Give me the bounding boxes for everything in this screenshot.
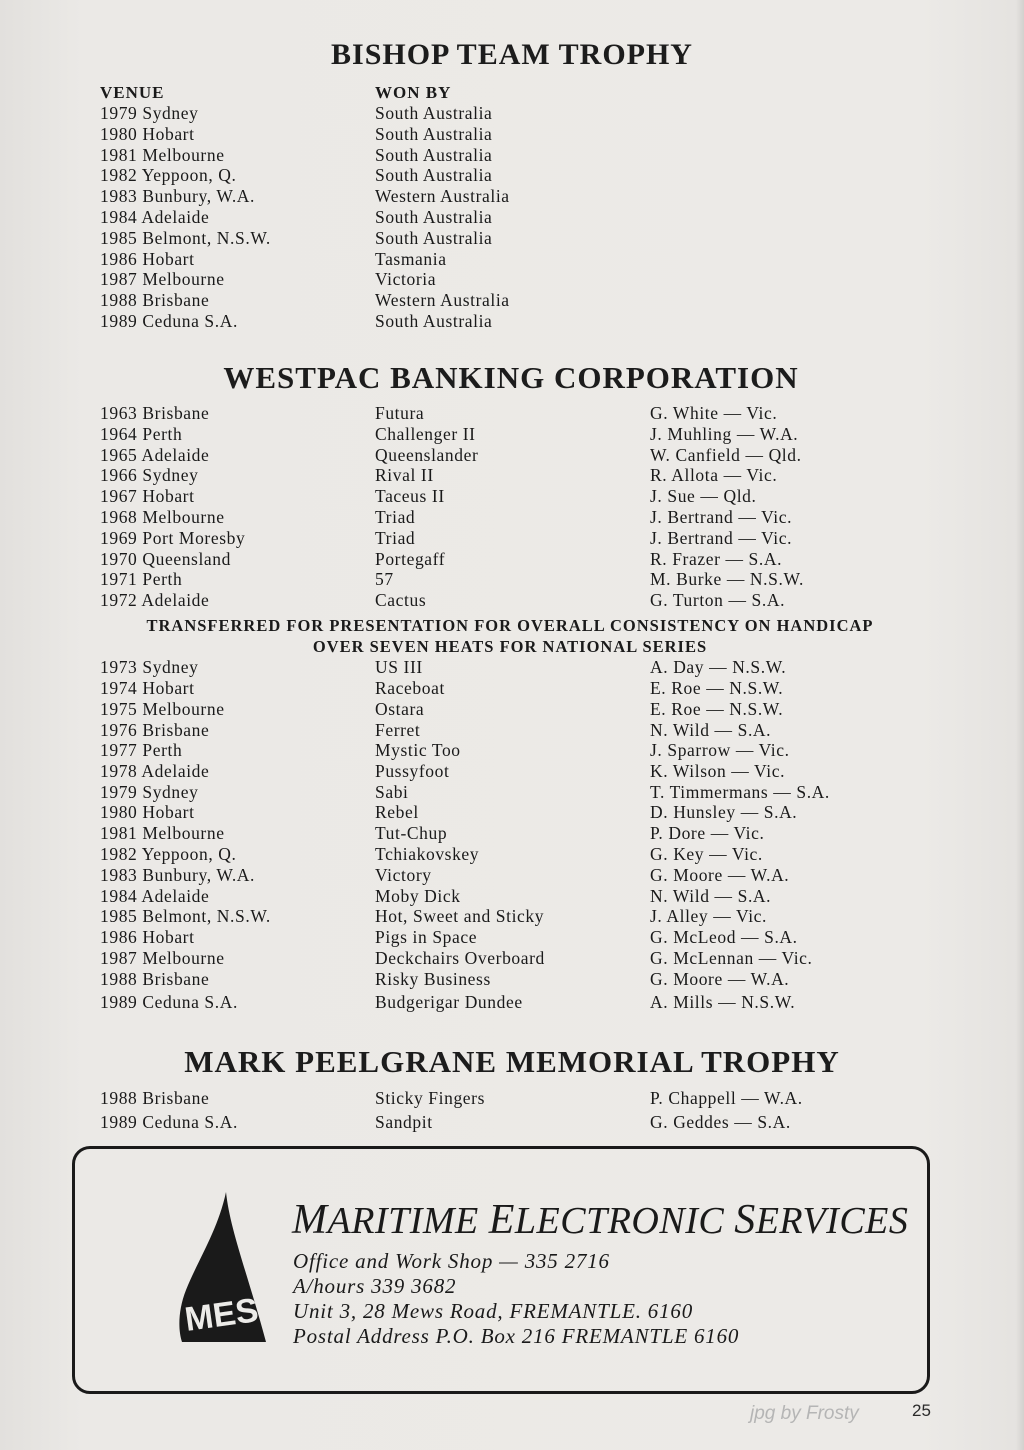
venue-cell: 1988 Brisbane bbox=[100, 969, 210, 989]
skipper-cell: G. Turton — S.A. bbox=[650, 590, 786, 611]
venue-cell: 1963 Brisbane bbox=[100, 403, 210, 423]
page-edge-shadow bbox=[1016, 0, 1024, 1450]
venue-cell: 1983 Bunbury, W.A. bbox=[100, 865, 256, 885]
boat-cell: Ostara bbox=[375, 699, 425, 719]
after-hours-phone: A/hours 339 3682 bbox=[293, 1274, 457, 1298]
boat-cell: Futura bbox=[375, 403, 425, 423]
boat-cell: Sticky Fingers bbox=[375, 1088, 485, 1108]
skipper-cell: P. Chappell — W.A. bbox=[650, 1088, 803, 1108]
venue-cell: 1970 Queensland bbox=[100, 548, 231, 569]
venue-cell: 1965 Adelaide bbox=[100, 444, 210, 465]
venue-cell: 1989 Ceduna S.A. bbox=[100, 1112, 238, 1132]
boat-cell: Cactus bbox=[375, 590, 427, 611]
boat-cell: Challenger II bbox=[375, 423, 476, 444]
venue-cell: 1986 Hobart bbox=[100, 248, 195, 269]
skipper-cell: R. Allota — Vic. bbox=[650, 465, 778, 486]
venue-cell: 1989 Ceduna S.A. bbox=[100, 992, 238, 1012]
venue-cell: 1984 Adelaide bbox=[100, 207, 210, 227]
skipper-cell: M. Burke — N.S.W. bbox=[650, 569, 804, 590]
office-phone: Office and Work Shop — 335 2716 bbox=[293, 1249, 610, 1273]
skipper-cell: G. Geddes — S.A. bbox=[650, 1112, 791, 1132]
skipper-cell: J. Bertrand — Vic. bbox=[650, 507, 793, 527]
boat-cell: Hot, Sweet and Sticky bbox=[375, 906, 545, 926]
skipper-cell: D. Hunsley — S.A. bbox=[650, 802, 798, 822]
venue-cell: 1987 Melbourne bbox=[100, 948, 225, 968]
venue-cell: 1985 Belmont, N.S.W. bbox=[100, 227, 271, 248]
venue-cell: 1973 Sydney bbox=[100, 657, 199, 677]
won-by-header: WON BY bbox=[375, 83, 452, 102]
boat-cell: Pussyfoot bbox=[375, 761, 450, 781]
skipper-cell: T. Timmermans — S.A. bbox=[650, 782, 830, 802]
winner-cell: South Australia bbox=[375, 311, 493, 331]
winner-cell: South Australia bbox=[375, 227, 493, 248]
skipper-cell: J. Muhling — W.A. bbox=[650, 423, 799, 444]
logo-text: MES bbox=[182, 1291, 261, 1339]
venue-cell: 1966 Sydney bbox=[100, 465, 199, 486]
venue-cell: 1988 Brisbane bbox=[100, 290, 210, 311]
skipper-cell: N. Wild — S.A. bbox=[650, 720, 772, 740]
boat-cell: Budgerigar Dundee bbox=[375, 992, 523, 1012]
skipper-cell: J. Bertrand — Vic. bbox=[650, 527, 793, 548]
venue-cell: 1979 Sydney bbox=[100, 103, 199, 123]
skipper-cell: G. McLeod — S.A. bbox=[650, 927, 798, 947]
venue-cell: 1984 Adelaide bbox=[100, 886, 210, 906]
boat-cell: Risky Business bbox=[375, 969, 491, 989]
venue-cell: 1981 Melbourne bbox=[100, 144, 225, 165]
boat-cell: Mystic Too bbox=[375, 740, 461, 760]
skipper-cell: J. Sparrow — Vic. bbox=[650, 740, 790, 760]
boat-cell: Ferret bbox=[375, 720, 421, 740]
boat-cell: Portegaff bbox=[375, 548, 446, 569]
boat-cell: US III bbox=[375, 657, 423, 677]
transfer-note-line1: TRANSFERRED FOR PRESENTATION FOR OVERALL CONSISTENCY ON HANDICAP bbox=[146, 616, 874, 635]
venue-cell: 1985 Belmont, N.S.W. bbox=[100, 906, 271, 926]
boat-cell: Rival II bbox=[375, 465, 434, 486]
winner-cell: Western Australia bbox=[375, 290, 510, 311]
venue-cell: 1981 Melbourne bbox=[100, 823, 225, 843]
transfer-note-line2: OVER SEVEN HEATS FOR NATIONAL SERIES bbox=[312, 637, 708, 656]
venue-cell: 1978 Adelaide bbox=[100, 761, 210, 781]
winner-cell: Victoria bbox=[375, 269, 437, 290]
venue-cell: 1988 Brisbane bbox=[100, 1088, 210, 1108]
venue-header: VENUE bbox=[100, 83, 165, 102]
bishop-title: BISHOP TEAM TROPHY bbox=[331, 38, 693, 71]
venue-cell: 1982 Yeppoon, Q. bbox=[100, 165, 237, 186]
photo-credit: jpg by Frosty bbox=[750, 1403, 859, 1424]
boat-cell: Deckchairs Overboard bbox=[375, 948, 545, 968]
winner-cell: Tasmania bbox=[375, 248, 447, 269]
boat-cell: Raceboat bbox=[375, 678, 445, 698]
skipper-cell: A. Day — N.S.W. bbox=[650, 657, 787, 677]
skipper-cell: K. Wilson — Vic. bbox=[650, 761, 786, 781]
venue-cell: 1974 Hobart bbox=[100, 678, 195, 698]
page-number: 25 bbox=[912, 1401, 931, 1420]
boat-cell: Triad bbox=[375, 507, 416, 527]
venue-cell: 1976 Brisbane bbox=[100, 720, 210, 740]
boat-cell: Victory bbox=[375, 865, 432, 885]
venue-cell: 1986 Hobart bbox=[100, 927, 195, 947]
venue-cell: 1975 Melbourne bbox=[100, 699, 225, 719]
venue-cell: 1977 Perth bbox=[100, 740, 183, 760]
winner-cell: South Australia bbox=[375, 123, 493, 144]
venue-cell: 1989 Ceduna S.A. bbox=[100, 311, 238, 331]
venue-cell: 1983 Bunbury, W.A. bbox=[100, 186, 256, 207]
venue-cell: 1969 Port Moresby bbox=[100, 527, 246, 548]
skipper-cell: G. Moore — W.A. bbox=[650, 865, 790, 885]
skipper-cell: G. Moore — W.A. bbox=[650, 969, 790, 989]
boat-cell: Sabi bbox=[375, 782, 409, 802]
skipper-cell: J. Alley — Vic. bbox=[650, 906, 767, 926]
skipper-cell: A. Mills — N.S.W. bbox=[650, 992, 796, 1012]
skipper-cell: J. Sue — Qld. bbox=[650, 486, 757, 507]
boat-cell: Pigs in Space bbox=[375, 927, 478, 947]
venue-cell: 1972 Adelaide bbox=[100, 590, 210, 611]
skipper-cell: E. Roe — N.S.W. bbox=[650, 678, 784, 698]
westpac-title: WESTPAC BANKING CORPORATION bbox=[223, 360, 799, 395]
boat-cell: Queenslander bbox=[375, 444, 479, 465]
winner-cell: Western Australia bbox=[375, 186, 510, 207]
skipper-cell: N. Wild — S.A. bbox=[650, 886, 772, 906]
boat-cell: Tut-Chup bbox=[375, 823, 448, 843]
venue-cell: 1968 Melbourne bbox=[100, 507, 225, 527]
skipper-cell: E. Roe — N.S.W. bbox=[650, 699, 784, 719]
boat-cell: Triad bbox=[375, 527, 416, 548]
sail-logo-icon bbox=[178, 1190, 268, 1348]
boat-cell: Taceus II bbox=[375, 486, 445, 507]
skipper-cell: G. McLennan — Vic. bbox=[650, 948, 813, 968]
venue-cell: 1982 Yeppoon, Q. bbox=[100, 844, 237, 864]
boat-cell: Sandpit bbox=[375, 1112, 433, 1132]
street-address: Unit 3, 28 Mews Road, FREMANTLE. 6160 bbox=[293, 1299, 694, 1323]
venue-cell: 1980 Hobart bbox=[100, 123, 195, 144]
postal-address: Postal Address P.O. Box 216 FREMANTLE 6160 bbox=[293, 1324, 740, 1348]
skipper-cell: P. Dore — Vic. bbox=[650, 823, 765, 843]
winner-cell: South Australia bbox=[375, 207, 493, 227]
skipper-cell: G. White — Vic. bbox=[650, 403, 778, 423]
winner-cell: South Australia bbox=[375, 165, 493, 186]
company-name: MARITIME ELECTRONIC SERVICES bbox=[292, 1197, 909, 1243]
venue-cell: 1971 Perth bbox=[100, 569, 183, 590]
skipper-cell: G. Key — Vic. bbox=[650, 844, 763, 864]
winner-cell: South Australia bbox=[375, 103, 493, 123]
venue-cell: 1979 Sydney bbox=[100, 782, 199, 802]
boat-cell: 57 bbox=[375, 569, 394, 590]
boat-cell: Moby Dick bbox=[375, 886, 461, 906]
skipper-cell: W. Canfield — Qld. bbox=[650, 444, 802, 465]
skipper-cell: R. Frazer — S.A. bbox=[650, 548, 783, 569]
venue-cell: 1987 Melbourne bbox=[100, 269, 225, 290]
boat-cell: Tchiakovskey bbox=[375, 844, 480, 864]
boat-cell: Rebel bbox=[375, 802, 419, 822]
venue-cell: 1967 Hobart bbox=[100, 486, 195, 507]
winner-cell: South Australia bbox=[375, 144, 493, 165]
venue-cell: 1964 Perth bbox=[100, 423, 183, 444]
mark-peelgrane-title: MARK PEELGRANE MEMORIAL TROPHY bbox=[184, 1044, 840, 1079]
venue-cell: 1980 Hobart bbox=[100, 802, 195, 822]
